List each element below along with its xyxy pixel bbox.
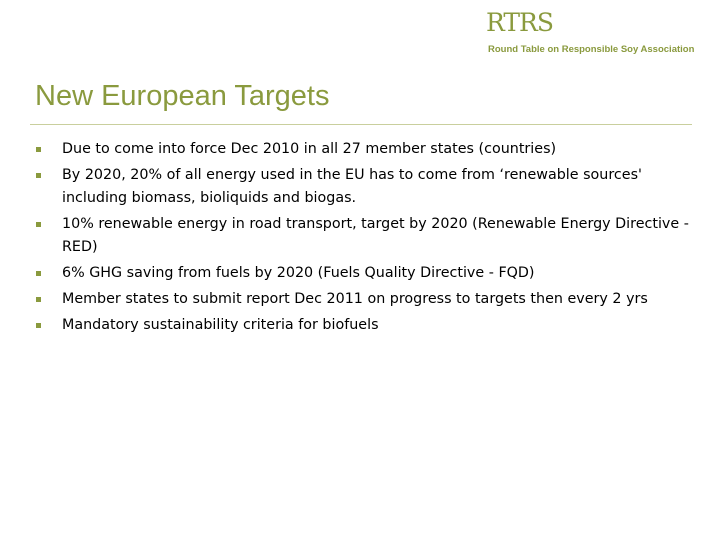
bullet-item xyxy=(36,262,696,285)
square-bullet-icon xyxy=(36,147,41,152)
square-bullet-icon xyxy=(36,271,41,276)
title-divider xyxy=(30,124,692,125)
logo-mark: RTRS xyxy=(486,8,554,37)
bullet-text: Mandatory sustainability criteria for biofuels xyxy=(62,317,379,333)
bullet-list xyxy=(36,138,696,340)
bullet-item xyxy=(36,314,696,337)
square-bullet-icon xyxy=(36,173,41,178)
bullet-item xyxy=(36,164,696,210)
bullet-text: Member states to submit report Dec 2011 on progress to targets then every 2 yrs xyxy=(62,291,648,307)
logo-tagline: Round Table on Responsible Soy Association xyxy=(488,44,695,55)
square-bullet-icon xyxy=(36,222,41,227)
square-bullet-icon xyxy=(36,297,41,302)
bullet-text: 10% renewable energy in road transport, target by 2020 (Renewable Energy Directive - RED) xyxy=(62,216,689,255)
bullet-item xyxy=(36,213,696,259)
rtrs-logo xyxy=(486,8,708,58)
bullet-text: By 2020, 20% of all energy used in the EU has to come from ‘renewable sources' including biomass, bioliquids and biogas. xyxy=(62,167,642,206)
bullet-text: 6% GHG saving from fuels by 2020 (Fuels Quality Directive - FQD) xyxy=(62,265,535,281)
bullet-item xyxy=(36,288,696,311)
bullet-item xyxy=(36,138,696,161)
square-bullet-icon xyxy=(36,323,41,328)
bullet-text: Due to come into force Dec 2010 in all 27 member states (countries) xyxy=(62,141,557,157)
slide-title: New European Targets xyxy=(35,80,330,112)
